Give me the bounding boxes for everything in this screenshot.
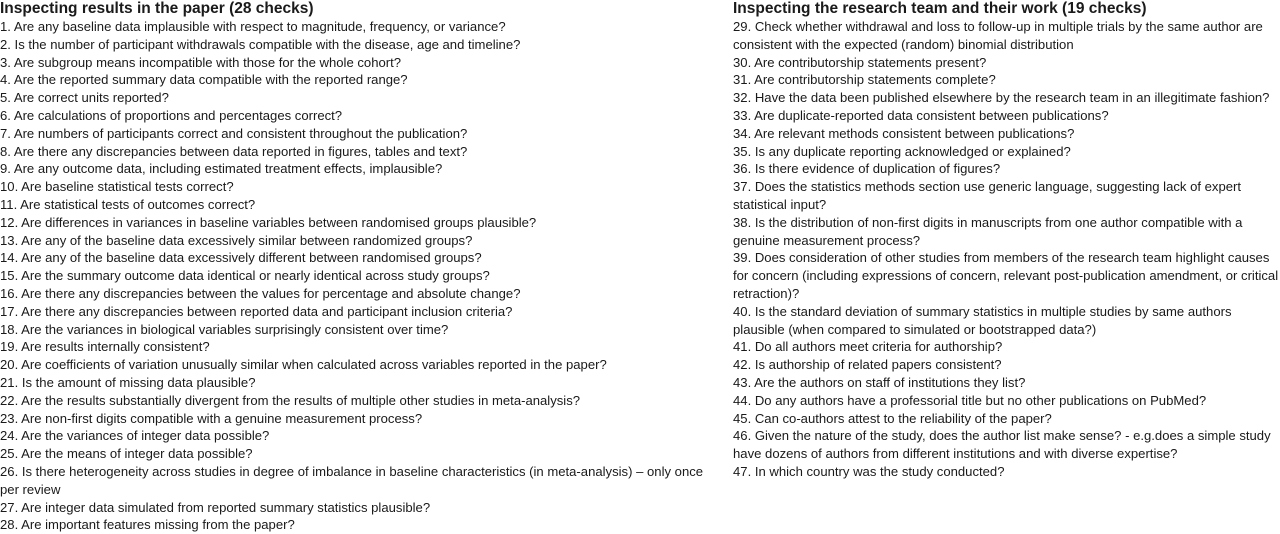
check-item: 23. Are non-first digits compatible with a genuine measurement process?: [0, 410, 423, 426]
check-item: 7. Are numbers of participants correct and consistent throughout the publication?: [0, 125, 468, 141]
team-checks-column: [733, 0, 1280, 481]
check-item: 19. Are results internally consistent?: [0, 339, 210, 355]
check-item: 30. Are contributorship statements present?: [733, 54, 987, 70]
check-item: 25. Are the means of integer data possible?: [0, 446, 253, 462]
check-item: 43. Are the authors on staff of institutions they list?: [733, 374, 1026, 390]
check-item: 2. Is the number of participant withdrawals compatible with the disease, age and timeline?: [0, 36, 521, 52]
check-item: 5. Are correct units reported?: [0, 90, 169, 106]
check-item: 21. Is the amount of missing data plausible?: [0, 374, 256, 390]
check-item: 31. Are contributorship statements complete?: [733, 72, 996, 88]
check-item: 14. Are any of the baseline data excessively different between randomised groups?: [0, 250, 482, 266]
check-item: 8. Are there any discrepancies between data reported in figures, tables and text?: [0, 143, 468, 159]
results-checks-heading: Inspecting results in the paper (28 checks): [0, 0, 314, 17]
check-item: 16. Are there any discrepancies between the values for percentage and absolute change?: [0, 285, 521, 301]
check-item: 17. Are there any discrepancies between reported data and participant inclusion criteria?: [0, 303, 513, 319]
check-item: 37. Does the statistics methods section use generic language, suggesting lack of expert statistical input?: [733, 179, 1242, 212]
check-item: 18. Are the variances in biological variables surprisingly consistent over time?: [0, 321, 449, 337]
check-item: 6. Are calculations of proportions and percentages correct?: [0, 107, 343, 123]
check-item: 10. Are baseline statistical tests correct?: [0, 179, 234, 195]
check-item: 35. Is any duplicate reporting acknowledged or explained?: [733, 143, 1071, 159]
check-item: 34. Are relevant methods consistent between publications?: [733, 125, 1075, 141]
check-item: 27. Are integer data simulated from reported summary statistics plausible?: [0, 499, 431, 515]
check-item: 39. Does consideration of other studies from members of the research team highlight causes for concern (including expressions of concern, relevant post-publication amendment, or critical retraction)?: [733, 250, 1279, 301]
check-item: 9. Are any outcome data, including estimated treatment effects, implausible?: [0, 161, 443, 177]
check-item: 42. Is authorship of related papers consistent?: [733, 357, 1002, 373]
check-item: 13. Are any of the baseline data excessively similar between randomized groups?: [0, 232, 473, 248]
team-checks-heading: Inspecting the research team and their work (19 checks): [733, 0, 1147, 17]
check-item: 32. Have the data been published elsewhere by the research team in an illegitimate fashion?: [733, 90, 1270, 106]
check-item: 38. Is the distribution of non-first digits in manuscripts from one author compatible with a genuine measurement process?: [733, 214, 1243, 248]
check-item: 40. Is the standard deviation of summary statistics in multiple studies by same authors plausible (when compared to simulated or bootstrapped data?): [733, 303, 1232, 337]
check-item: 41. Do all authors meet criteria for authorship?: [733, 339, 1003, 355]
check-item: 1. Are any baseline data implausible with respect to magnitude, frequency, or variance?: [0, 19, 506, 34]
check-item: 46. Given the nature of the study, does the author list make sense? - e.g.does a simple study have dozens of authors from different institutions and with diverse expertise?: [733, 428, 1271, 462]
check-item: 24. Are the variances of integer data possible?: [0, 428, 270, 444]
check-item: 36. Is there evidence of duplication of figures?: [733, 161, 1001, 177]
check-item: 15. Are the summary outcome data identical or nearly identical across study groups?: [0, 268, 490, 284]
check-item: 12. Are differences in variances in baseline variables between randomised groups plausible?: [0, 214, 537, 230]
check-item: 47. In which country was the study conducted?: [733, 463, 1005, 479]
check-item: 45. Can co-authors attest to the reliability of the paper?: [733, 410, 1052, 426]
check-item: 4. Are the reported summary data compatible with the reported range?: [0, 72, 408, 88]
check-item: 11. Are statistical tests of outcomes correct?: [0, 196, 256, 212]
check-item: 26. Is there heterogeneity across studies in degree of imbalance in baseline characteristics (in meta-analysis) – only once per review: [0, 463, 704, 497]
check-item: 33. Are duplicate-reported data consistent between publications?: [733, 107, 1109, 123]
check-item: 22. Are the results substantially divergent from the results of multiple other studies in meta-analysis?: [0, 392, 581, 408]
check-item: 3. Are subgroup means incompatible with those for the whole cohort?: [0, 54, 402, 70]
check-item: 28. Are important features missing from the paper?: [0, 517, 295, 533]
results-checks-list: [0, 18, 722, 534]
check-item: 44. Do any authors have a professorial title but no other publications on PubMed?: [733, 392, 1207, 408]
check-item: 29. Check whether withdrawal and loss to follow-up in multiple trials by the same author are consistent with the expected (random) binomial distribution: [733, 19, 1263, 52]
check-item: 20. Are coefficients of variation unusually similar when calculated across variables reported in the paper?: [0, 357, 607, 373]
team-checks-list: [733, 18, 1280, 481]
